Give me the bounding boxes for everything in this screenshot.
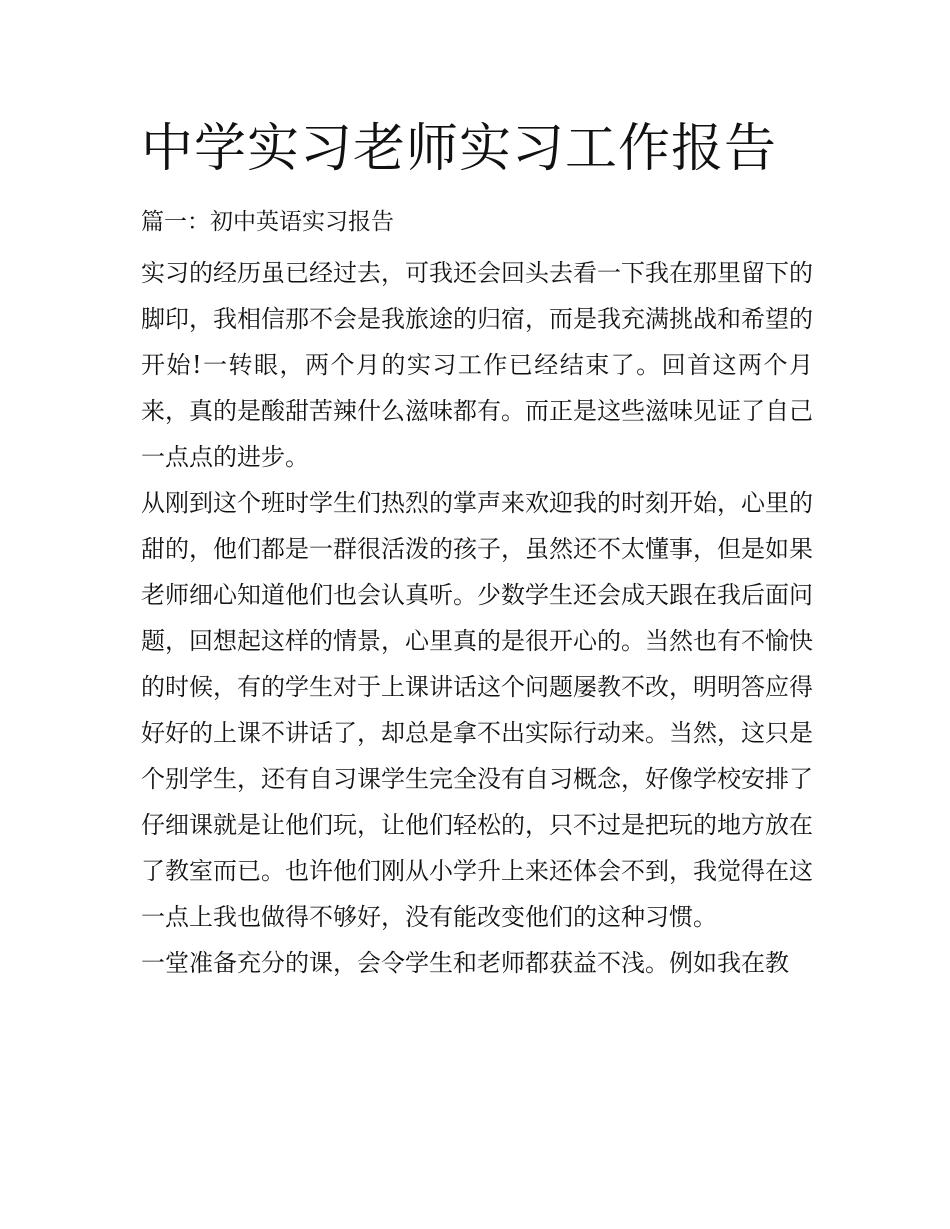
- section-heading: 篇一：初中英语实习报告: [141, 209, 394, 235]
- paragraph: 从刚到这个班时学生们热烈的掌声来欢迎我的时刻开始，心里的甜的，他们都是一群很活泼的孩子，虽然还不太懂事，但是如果老师细心知道他们也会认真听。少数学生还会成天跟在我后面问题，回想起这样的情景，心里真的是很开心的。当然也有不愉快的时候，有的学生对于上课讲话这个问题屡教不改，明明答应得好好的上课不讲话了，却总是拿不出实际行动来。当然，这只是个别学生，还有自习课学生完全没有自习概念，好像学校安排了仔细课就是让他们玩，让他们轻松的，只不过是把玩的地方放在了教室而已。也许他们刚从小学升上来还体会不到，我觉得在这一点上我也做得不够好，没有能改变他们的这种习惯。: [141, 489, 813, 931]
- document-title: 中学实习老师实习工作报告: [141, 119, 778, 179]
- document-body: [141, 250, 813, 986]
- paragraph: 一堂准备充分的课，会令学生和老师都获益不浅。例如我在教: [141, 949, 789, 977]
- paragraph: 实习的经历虽已经过去，可我还会回头去看一下我在那里留下的脚印，我相信那不会是我旅途的归宿，而是我充满挑战和希望的开始!一转眼，两个月的实习工作已经结束了。回首这两个月来，真的是酸甜苦辣什么滋味都有。而正是这些滋味见证了自己一点点的进步。: [141, 259, 813, 471]
